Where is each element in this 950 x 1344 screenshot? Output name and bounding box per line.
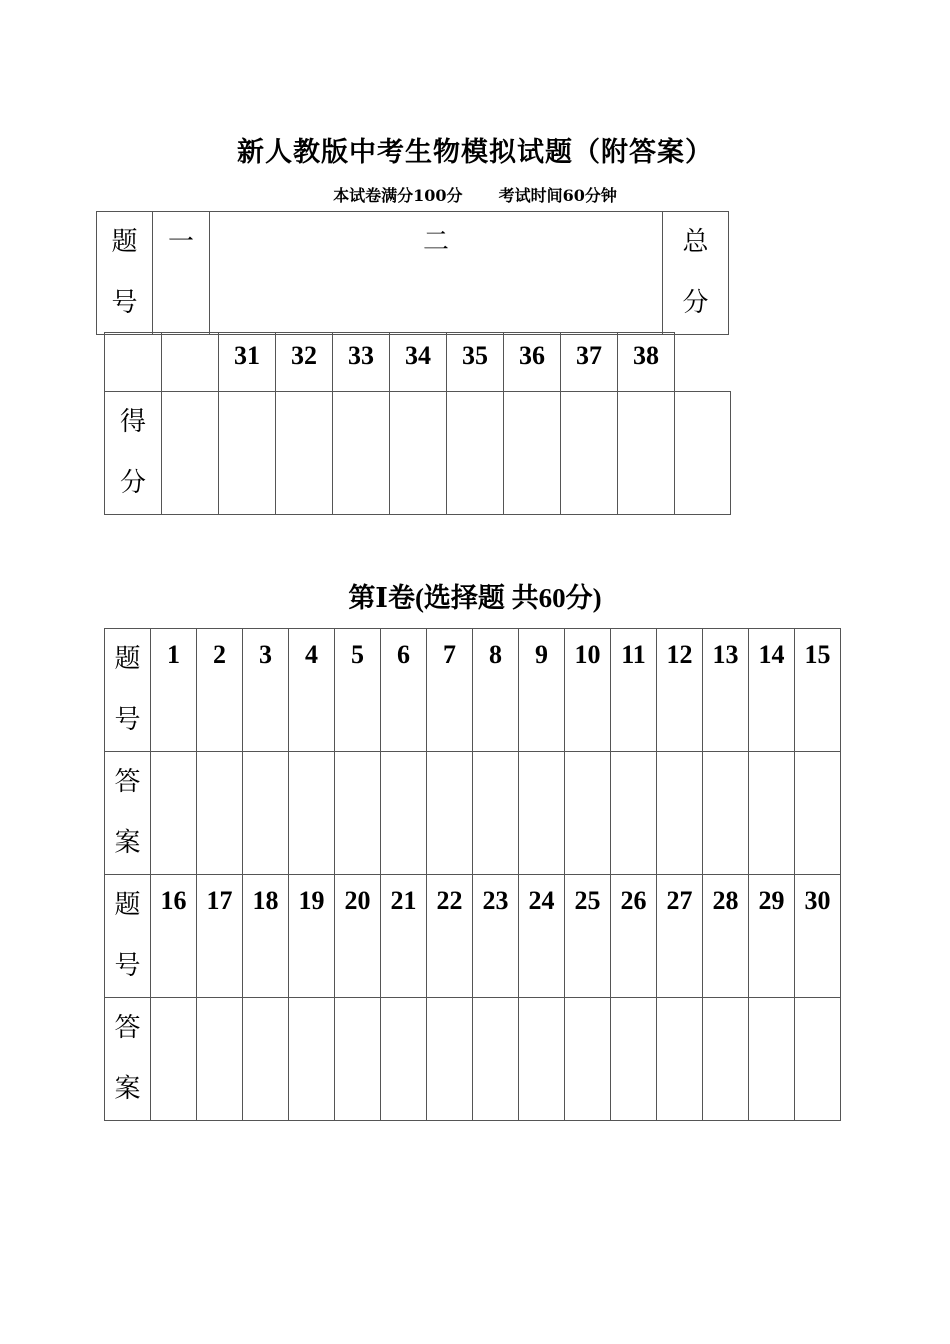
question-number-cell: 19: [289, 875, 335, 998]
answer-entry-cell[interactable]: [519, 998, 565, 1121]
answer-entry-cell[interactable]: [749, 752, 795, 875]
question-number-cell: 15: [795, 629, 841, 752]
answer-entry-cell[interactable]: [565, 998, 611, 1121]
answer-entry-cell[interactable]: [473, 998, 519, 1121]
question-number-row: [105, 875, 841, 998]
score-table-header: [96, 211, 729, 335]
score-entry-cell[interactable]: [276, 392, 333, 515]
number-label-cell: [105, 629, 151, 752]
question-number-cell: 22: [427, 875, 473, 998]
number-label-cell: [105, 875, 151, 998]
question-number-row: [105, 333, 731, 392]
answer-entry-cell[interactable]: [611, 752, 657, 875]
answer-label-cell-char: 答: [114, 767, 141, 797]
score-entry-cell[interactable]: [561, 392, 618, 515]
question-number-cell: 26: [611, 875, 657, 998]
answer-entry-cell[interactable]: [197, 752, 243, 875]
question-number-cell: 20: [335, 875, 381, 998]
score-entry-cell[interactable]: [618, 392, 675, 515]
question-number-cell: 13: [703, 629, 749, 752]
answer-entry-cell[interactable]: [335, 752, 381, 875]
question-number-cell: 8: [473, 629, 519, 752]
header-label-char-1: 题: [111, 227, 138, 257]
score-label-char-2: 分: [119, 468, 146, 498]
answer-entry-cell[interactable]: [657, 752, 703, 875]
question-number-cell: 27: [657, 875, 703, 998]
score-table-body: [104, 332, 731, 515]
number-label-cell-char: 号: [114, 705, 141, 735]
answer-row: [105, 998, 841, 1121]
answer-entry-cell[interactable]: [381, 752, 427, 875]
answer-entry-cell[interactable]: [151, 752, 197, 875]
answer-entry-cell[interactable]: [795, 998, 841, 1121]
question-number-cell: 11: [611, 629, 657, 752]
question-number-cell: 37: [561, 333, 618, 392]
score-label-char-1: 得: [119, 407, 146, 437]
answer-entry-cell[interactable]: [749, 998, 795, 1121]
answer-entry-cell[interactable]: [289, 752, 335, 875]
question-number-cell: 30: [795, 875, 841, 998]
score-entry-cell[interactable]: [333, 392, 390, 515]
header-label-char-2: 号: [111, 288, 138, 318]
number-label-cell-char: 题: [114, 890, 141, 920]
score-entry-cell[interactable]: [447, 392, 504, 515]
question-number-cell: 7: [427, 629, 473, 752]
answer-entry-cell[interactable]: [795, 752, 841, 875]
answer-entry-cell[interactable]: [151, 998, 197, 1121]
answer-entry-cell[interactable]: [473, 752, 519, 875]
answer-entry-cell[interactable]: [243, 752, 289, 875]
answer-entry-cell[interactable]: [243, 998, 289, 1121]
question-number-cell: 23: [473, 875, 519, 998]
question-number-cell: 38: [618, 333, 675, 392]
answer-label-cell-char: 案: [114, 1074, 141, 1104]
exam-time-text: 考试时间60分钟: [498, 186, 617, 205]
blank-cell: [105, 333, 162, 392]
question-number-cell: 5: [335, 629, 381, 752]
score-entry-cell[interactable]: [504, 392, 561, 515]
question-number-cell: 10: [565, 629, 611, 752]
question-number-cell: 17: [197, 875, 243, 998]
total-label-cell: [663, 212, 729, 335]
answer-label-cell: [105, 998, 151, 1121]
score-entry-cell[interactable]: [162, 392, 219, 515]
answer-row: [105, 752, 841, 875]
question-number-cell: 28: [703, 875, 749, 998]
question-number-cell: 25: [565, 875, 611, 998]
question-number-cell: 4: [289, 629, 335, 752]
exam-info: [0, 183, 950, 206]
part-one-cell: 一: [153, 212, 210, 335]
total-label-char-1: 总: [682, 227, 709, 257]
answer-entry-cell[interactable]: [565, 752, 611, 875]
question-number-cell: 36: [504, 333, 561, 392]
score-entry-cell[interactable]: [219, 392, 276, 515]
question-number-cell: 35: [447, 333, 504, 392]
question-number-cell: 24: [519, 875, 565, 998]
full-score-text: 本试卷满分100分: [333, 186, 463, 205]
answer-entry-cell[interactable]: [197, 998, 243, 1121]
answer-entry-cell[interactable]: [427, 752, 473, 875]
answer-entry-cell[interactable]: [289, 998, 335, 1121]
document-title: 新人教版中考生物模拟试题（附答案）: [237, 137, 713, 168]
part-two-cell: 二: [210, 212, 663, 335]
score-entry-cell[interactable]: [675, 392, 731, 515]
answer-entry-cell[interactable]: [611, 998, 657, 1121]
question-number-cell: 6: [381, 629, 427, 752]
question-number-cell: 31: [219, 333, 276, 392]
question-number-cell: 12: [657, 629, 703, 752]
question-number-row: [105, 629, 841, 752]
question-number-cell: 3: [243, 629, 289, 752]
answer-label-cell: [105, 752, 151, 875]
question-number-cell: 32: [276, 333, 333, 392]
answer-entry-cell[interactable]: [657, 998, 703, 1121]
question-number-cell: 29: [749, 875, 795, 998]
section-title: 第Ⅰ卷(选择题 共60分): [348, 583, 602, 613]
answer-entry-cell[interactable]: [335, 998, 381, 1121]
answer-label-cell-char: 答: [114, 1013, 141, 1043]
question-number-cell: 2: [197, 629, 243, 752]
question-number-cell: 33: [333, 333, 390, 392]
number-label-cell-char: 号: [114, 951, 141, 981]
question-number-cell: 34: [390, 333, 447, 392]
score-label-cell: [105, 392, 162, 515]
blank-cell: [162, 333, 219, 392]
question-number-cell: 1: [151, 629, 197, 752]
total-label-char-2: 分: [682, 288, 709, 318]
question-number-cell: 16: [151, 875, 197, 998]
answer-table: [104, 628, 841, 1121]
blank-cell: [675, 333, 731, 392]
answer-entry-cell[interactable]: [703, 752, 749, 875]
header-label-cell: [97, 212, 153, 335]
answer-entry-cell[interactable]: [519, 752, 565, 875]
question-number-cell: 18: [243, 875, 289, 998]
question-number-cell: 9: [519, 629, 565, 752]
answer-entry-cell[interactable]: [427, 998, 473, 1121]
question-number-cell: 21: [381, 875, 427, 998]
answer-entry-cell[interactable]: [703, 998, 749, 1121]
number-label-cell-char: 题: [114, 644, 141, 674]
answer-label-cell-char: 案: [114, 828, 141, 858]
score-row: [105, 392, 731, 515]
question-number-cell: 14: [749, 629, 795, 752]
answer-entry-cell[interactable]: [381, 998, 427, 1121]
score-entry-cell[interactable]: [390, 392, 447, 515]
